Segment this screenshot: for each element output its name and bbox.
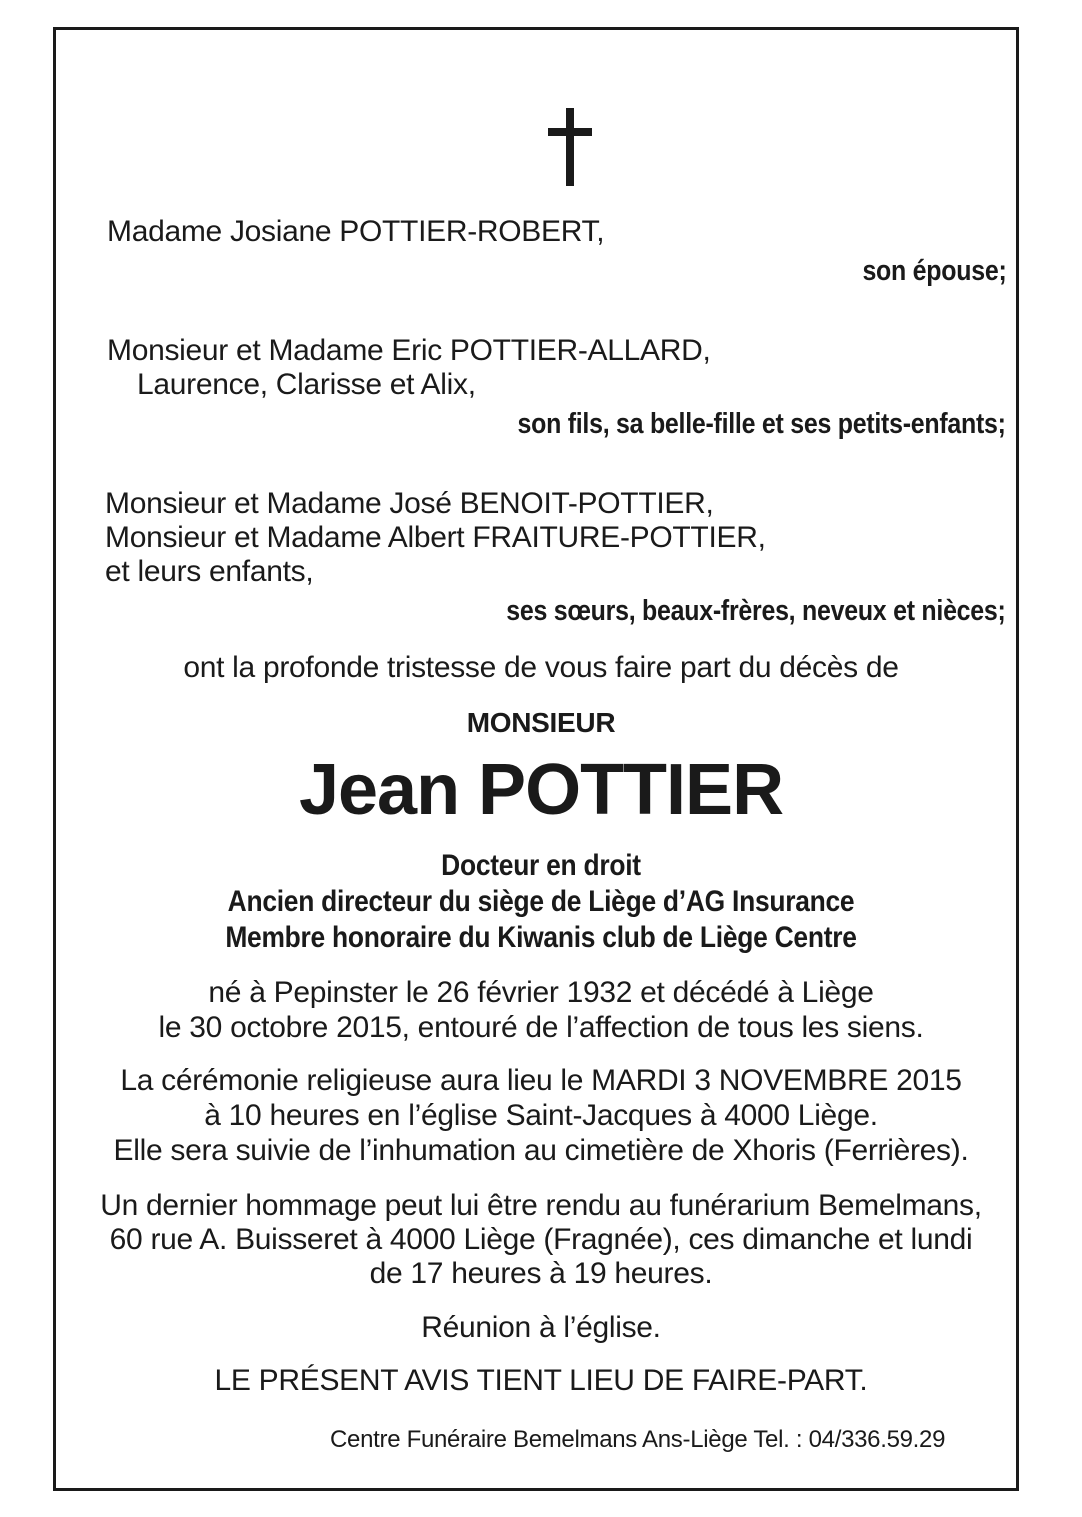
funeral-home-contact: Centre Funéraire Bemelmans Ans-Liège Tel. : 04/336.59.29 (330, 1426, 946, 1453)
ceremony-line: à 10 heures en l’église Saint-Jacques à 4000 Liège. (204, 1099, 878, 1132)
birth-death-line: le 30 octobre 2015, entouré de l’affection de tous les siens. (158, 1011, 924, 1044)
family-relation: son fils, sa belle-fille et ses petits-enfants; (517, 408, 1006, 440)
family-relation: son épouse; (861, 255, 1006, 287)
title-line: Docteur en droit (441, 849, 641, 882)
family-member: Monsieur et Madame José BENOIT-POTTIER, (105, 487, 714, 520)
notice-text: LE PRÉSENT AVIS TIENT LIEU DE FAIRE-PART. (214, 1364, 868, 1397)
honorific: MONSIEUR (466, 707, 616, 738)
tribute-line: de 17 heures à 19 heures. (369, 1257, 713, 1290)
announcement-text: ont la profonde tristesse de vous faire part du décès de (183, 651, 899, 684)
family-member: Madame Josiane POTTIER-ROBERT, (107, 215, 605, 248)
ceremony-line: La cérémonie religieuse aura lieu le MARDI 3 NOVEMBRE 2015 (120, 1064, 962, 1097)
birth-death-line: né à Pepinster le 26 février 1932 et décédé à Liège (208, 976, 874, 1009)
family-member: Laurence, Clarisse et Alix, (137, 368, 476, 401)
title-line: Ancien directeur du siège de Liège d’AG Insurance (227, 885, 855, 918)
family-member: Monsieur et Madame Albert FRAITURE-POTTIER, (105, 521, 766, 554)
deceased-name: Jean POTTIER (298, 750, 784, 830)
tribute-line: 60 rue A. Buisseret à 4000 Liège (Fragnée), ces dimanche et lundi (109, 1223, 973, 1256)
family-member: Monsieur et Madame Eric POTTIER-ALLARD, (107, 334, 711, 367)
tribute-line: Un dernier hommage peut lui être rendu au funérarium Bemelmans, (100, 1189, 982, 1222)
title-line: Membre honoraire du Kiwanis club de Liège Centre (225, 921, 857, 954)
ceremony-line: Elle sera suivie de l’inhumation au cimetière de Xhoris (Ferrières). (113, 1134, 969, 1167)
family-relation: ses sœurs, beaux-frères, neveux et nièces; (506, 595, 1006, 627)
cross-icon (548, 108, 592, 186)
family-member: et leurs enfants, (105, 555, 314, 588)
reunion-text: Réunion à l’église. (421, 1311, 661, 1344)
